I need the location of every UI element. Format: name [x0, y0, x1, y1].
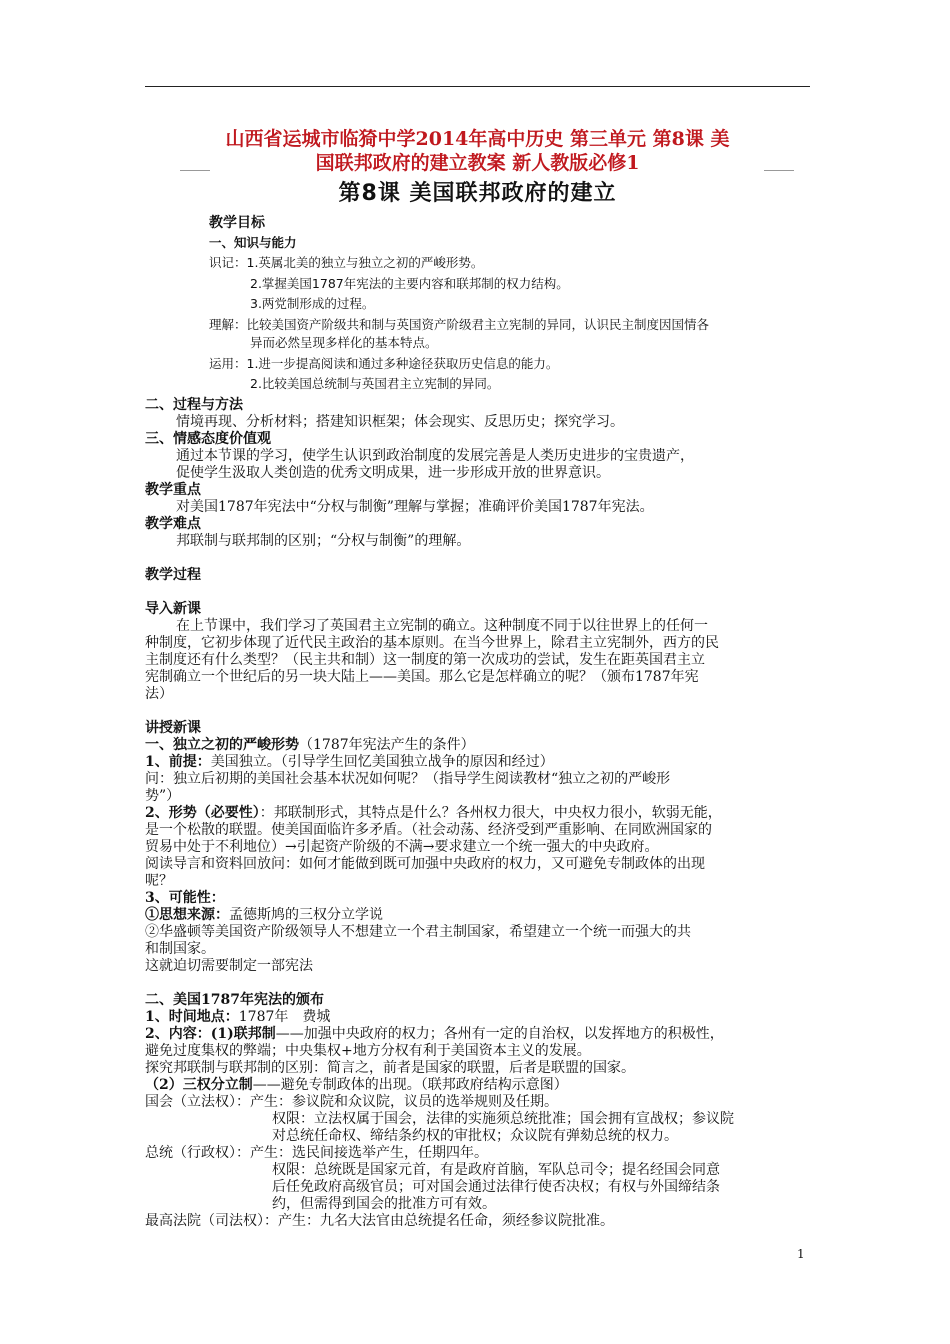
second-line2: 和制国家。 — [145, 941, 215, 957]
president-line1: 总统（行政权）：产生：选民间接选举产生，任期四年。 — [145, 1145, 488, 1161]
new-lesson-heading: 讲授新课 — [145, 720, 201, 736]
intro-line: 在上节课中，我们学习了英国君主立宪制的确立。这种制度不同于以往世界上的任何一 — [176, 618, 708, 634]
objective-line: 2.比较美国总统制与英国君主立宪制的异同。 — [250, 376, 500, 391]
premise-label: 1、前提： — [145, 754, 211, 770]
objective-line: 理解：比较美国资产阶级共和制与英国资产阶级君主立宪制的异同，认识民主制度因国情各 — [209, 317, 710, 332]
thought-text: 孟德斯鸠的三权分立学说 — [229, 907, 383, 923]
time-text: 1787年 费城 — [238, 1009, 331, 1025]
s1-note: （1787年宪法产生的条件） — [299, 737, 475, 753]
intro-line: 宪制确立一个世纪后的另一块大陆上——美国。那么它是怎样确立的呢？（颁布1787年宪 — [145, 669, 699, 685]
objective-line: 3.两党制形成的过程。 — [250, 296, 375, 311]
objective-line: 识记：1.英属北美的独立与独立之初的严峻形势。 — [209, 255, 484, 270]
premise-line — [145, 754, 554, 771]
page-number: 1 — [797, 1247, 805, 1261]
situation-line: 阅读导言和资料回放问：如何才能做到既可加强中央政府的权力，又可避免专制政体的出现 — [145, 856, 705, 872]
sep-label: （2）三权分立制 — [145, 1077, 253, 1093]
explore-line: 探究邦联制与联邦制的区别：简言之，前者是国家的联盟，后者是联盟的国家。 — [145, 1060, 635, 1076]
situation-line — [145, 805, 722, 822]
sep-text: ——避免专制政体的出现。（联邦政府结构示意图） — [252, 1077, 568, 1093]
key-point-text: 对美国1787年宪法中“分权与制衡”理解与掌握；准确评价美国1787年宪法。 — [176, 499, 654, 515]
second-line1: ②华盛顿等美国资产阶级领导人不想建立一个君主制国家，希望建立一个统一而强大的共 — [145, 924, 691, 940]
title-right-rule — [764, 170, 794, 171]
objective-line: 运用：1.进一步提高阅读和通过多种途径获取历史信息的能力。 — [209, 356, 559, 371]
process-heading: 教学过程 — [145, 567, 201, 583]
sep-line — [145, 1077, 568, 1094]
situation-line: 是一个松散的联盟。使美国面临许多矛盾。（社会动荡、经济受到严重影响、在同欧洲国家的 — [145, 822, 712, 838]
s1-heading: 一、独立之初的严峻形势 — [145, 737, 299, 753]
ask1-line2: 势”） — [145, 788, 181, 804]
lesson-title: 第8课 美国联邦政府的建立 — [338, 181, 617, 206]
s1-line — [145, 737, 475, 754]
section3-line1: 通过本节课的学习，使学生认识到政治制度的发展完善是人类历史进步的宝贵遗产， — [176, 448, 694, 464]
objective-line: 2.掌握美国1787年宪法的主要内容和联邦制的权力结构。 — [250, 276, 569, 291]
objectives-sub1: 一、知识与能力 — [209, 235, 297, 250]
section3-line2: 促使学生汲取人类创造的优秀文明成果，进一步形成开放的世界意识。 — [176, 465, 610, 481]
doc-title-line2: 国联邦政府的建立教案 新人教版必修1 — [315, 152, 640, 174]
intro-line: 种制度，它初步体现了近代民主政治的基本原则。在当今世界上，除君主立宪制外，西方的民 — [145, 635, 719, 651]
congress-line3: 对总统任命权、缔结条约权的审批权；众议院有弹劾总统的权力。 — [272, 1128, 678, 1144]
situation-line: 贸易中处于不利地位）→引起资产阶级的不满→要求建立一个统一强大的中央政府。 — [145, 839, 659, 855]
objectives-heading: 教学目标 — [209, 215, 265, 231]
intro-line: 法） — [145, 686, 173, 702]
congress-line1: 国会（立法权）：产生：参议院和众议院，议员的选举规则及任期。 — [145, 1094, 558, 1110]
thought-label: ①思想来源： — [145, 907, 229, 923]
content-line — [145, 1026, 724, 1043]
time-label: 1、时间地点： — [145, 1009, 239, 1025]
section2-heading: 二、过程与方法 — [145, 397, 243, 413]
content-line2: 避免过度集权的弊端；中央集权+地方分权有利于美国资本主义的发展。 — [145, 1043, 591, 1059]
constitution-heading: 二、美国1787年宪法的颁布 — [145, 992, 324, 1008]
conclusion-line: 这就迫切需要制定一部宪法 — [145, 958, 313, 974]
president-line4: 约，但需得到国会的批准方可有效。 — [272, 1196, 496, 1212]
content-text: ——加强中央政府的权力；各州有一定的自治权，以发挥地方的积极性， — [275, 1026, 724, 1042]
objectives-image — [205, 212, 785, 391]
time-line — [145, 1009, 330, 1026]
situation-line: 呢？ — [145, 873, 173, 889]
section3-heading: 三、情感态度价值观 — [145, 431, 271, 447]
section2-text: 情境再现、分析材料；搭建知识框架；体会现实、反思历史；探究学习。 — [176, 414, 624, 430]
key-point-heading: 教学重点 — [145, 482, 201, 498]
header-rule — [145, 86, 810, 87]
objective-line: 异而必然呈现多样化的基本特点。 — [250, 335, 438, 350]
court-line1: 最高法院（司法权）：产生：九名大法官由总统提名任命，须经参议院批准。 — [145, 1213, 614, 1229]
doc-title-line1: 山西省运城市临猗中学2014年高中历史 第三单元 第8课 美 — [225, 128, 730, 150]
thought-line — [145, 907, 383, 924]
difficult-point-text: 邦联制与联邦制的区别；“分权与制衡”的理解。 — [176, 533, 471, 549]
ask1-line1: 问：独立后初期的美国社会基本状况如何呢？（指导学生阅读教材“独立之初的严峻形 — [145, 771, 671, 787]
situation-text: ：邦联制形式，其特点是什么？各州权力很大，中央权力很小，软弱无能， — [259, 805, 722, 821]
possibility-label: 3、可能性： — [145, 890, 225, 906]
intro-line: 主制度还有什么类型？（民主共和制）这一制度的第一次成功的尝试，发生在距英国君主立 — [145, 652, 705, 668]
intro-heading: 导入新课 — [145, 601, 201, 617]
difficult-point-heading: 教学难点 — [145, 516, 201, 532]
premise-text: 美国独立。（引导学生回忆美国独立战争的原因和经过） — [210, 754, 554, 770]
situation-label: 2、形势（必要性） — [145, 805, 260, 821]
president-line2: 权限：总统既是国家元首，有是政府首脑，军队总司令；提名经国会同意 — [272, 1162, 720, 1178]
content-label: 2、内容：(1)联邦制 — [145, 1026, 276, 1042]
president-line3: 后任免政府高级官员；可对国会通过法律行使否决权；有权与外国缔结条 — [272, 1179, 720, 1195]
congress-line2: 权限：立法权属于国会，法律的实施须总统批准；国会拥有宣战权；参议院 — [272, 1111, 734, 1127]
